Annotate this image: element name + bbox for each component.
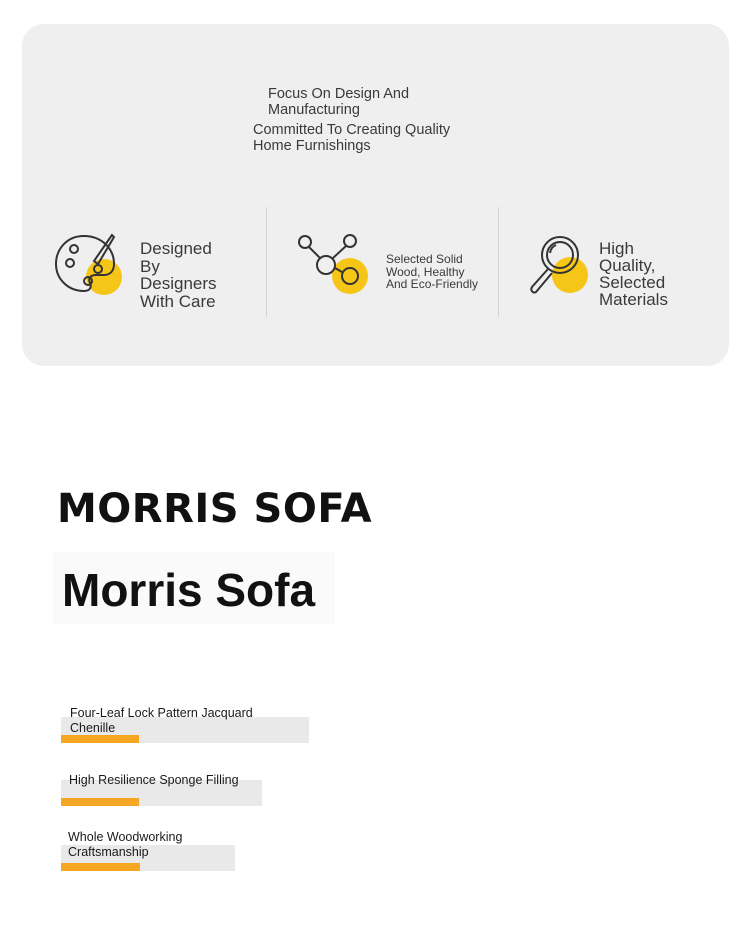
tag-accent-bar <box>61 798 139 806</box>
magnifier-icon <box>526 233 592 297</box>
product-title-upper: MORRIS SOFA <box>57 486 373 532</box>
feature-divider <box>266 207 267 317</box>
intro-line-2: Committed To Creating Quality Home Furnishings <box>253 122 451 154</box>
molecule-icon <box>296 232 370 296</box>
features-card <box>22 24 729 366</box>
tag-accent-bar <box>61 735 139 743</box>
tag-woodworking-label: Whole Woodworking Craftsmanship <box>68 830 183 859</box>
tag-jacquard-label: Four-Leaf Lock Pattern Jacquard Chenille <box>70 706 253 735</box>
feature-designed-label: Designed By Designers With Care <box>140 239 217 311</box>
tag-accent-bar <box>61 863 140 871</box>
feature-wood-label: Selected Solid Wood, Healthy And Eco-Friendly <box>386 252 479 291</box>
feature-divider <box>498 207 499 317</box>
product-title: Morris Sofa <box>62 564 316 616</box>
feature-quality-label: High Quality, Selected Materials <box>599 239 668 309</box>
tag-sponge-label: High Resilience Sponge Filling <box>69 773 239 787</box>
intro-line-1: Focus On Design And Manufacturing <box>268 86 410 118</box>
palette-icon <box>54 233 126 297</box>
